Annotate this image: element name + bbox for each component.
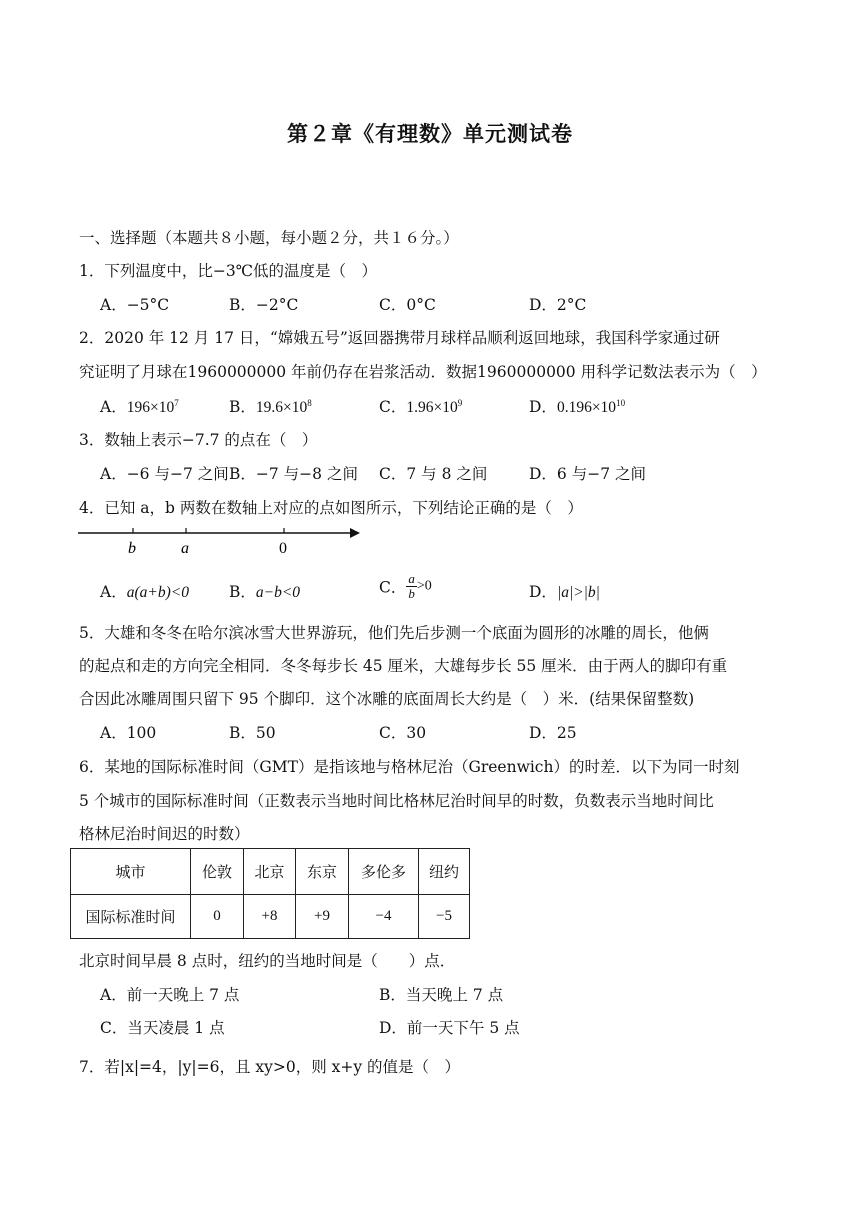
table-cell-city: 多伦多	[349, 849, 419, 895]
question-3-stem: 3．数轴上表示−7.7 的点在（ ）	[79, 431, 318, 449]
q2-option-d-base: 0.196×10	[556, 399, 617, 416]
q2-option-d[interactable]	[529, 395, 625, 417]
q4-option-c-label: C．	[379, 578, 407, 597]
q2-option-c-base: 1.96×10	[406, 399, 458, 416]
question-5-line-1: 5．大雄和冬冬在哈尔滨冰雪大世界游玩，他们先后步测一个底面为圆形的冰雕的周长，他俩	[79, 624, 709, 642]
number-line-figure	[78, 520, 368, 560]
question-6-follow-up: 北京时间早晨 8 点时，纽约的当地时间是（ ）点．	[79, 952, 456, 970]
table-row	[71, 849, 470, 895]
section-heading: 一、选择题（本题共８小题，每小题２分，共１６分。）	[79, 229, 459, 247]
q2-option-b-label: B．	[229, 398, 256, 416]
question-2-line-2: 究证明了月球在1960000000 年前仍存在岩浆活动．数据1960000000 用科学记数法表示为（ ）	[79, 363, 767, 381]
q5-option-b[interactable]: B．50	[229, 724, 276, 742]
label-a: a	[181, 540, 189, 557]
q6-option-c[interactable]: C．当天凌晨 1 点	[100, 1019, 225, 1037]
q2-option-d-exp: 10	[616, 397, 626, 408]
question-7-stem: 7．若|x|=4，|y|=6，且 xy>0，则 x+y 的值是（ ）	[79, 1058, 461, 1076]
q6-option-d[interactable]: D．前一天下午 5 点	[379, 1019, 520, 1037]
q2-option-b-base: 19.6×10	[255, 399, 308, 416]
q3-option-a[interactable]: A．−6 与−7 之间	[100, 465, 229, 483]
table-cell-time: −5	[419, 895, 470, 939]
q2-option-c-label: C．	[379, 398, 407, 416]
table-cell-time: +9	[296, 895, 349, 939]
q2-option-c-exp: 9	[457, 397, 463, 408]
table-cell-time: +8	[244, 895, 296, 939]
q2-option-a-label: A．	[100, 398, 127, 416]
q4-option-c-relation: >0	[416, 578, 432, 594]
question-2-line-1: 2．2020 年 12 月 17 日，“嫦娥五号”返回器携带月球样品顺利返回地球，我国科学家通过研	[79, 329, 720, 347]
page-title: 第２章《有理数》单元测试卷	[287, 121, 573, 146]
q1-option-a[interactable]: A．−5°C	[100, 296, 170, 314]
table-header-city: 城市	[71, 849, 191, 895]
time-zone-table	[70, 848, 470, 939]
table-cell-city: 伦敦	[191, 849, 244, 895]
question-1-stem: 1．下列温度中，比−3℃低的温度是（ ）	[79, 262, 378, 280]
q4-option-c-fraction	[406, 572, 417, 601]
table-cell-time: −4	[349, 895, 419, 939]
q2-option-b[interactable]	[229, 395, 312, 417]
q4-option-b-label: B．	[229, 583, 256, 601]
table-row	[71, 895, 470, 939]
q2-option-d-label: D．	[529, 398, 557, 416]
table-cell-time: 0	[191, 895, 244, 939]
q2-option-a-base: 196×10	[126, 399, 175, 416]
question-5-line-3: 合因此冰雕周围只留下 95 个脚印．这个冰雕的底面周长大约是（ ）米．(结果保留整数)	[79, 690, 695, 708]
question-6-line-1: 6．某地的国际标准时间（GMT）是指该地与格林尼治（Greenwich）的时差．以下为同一时刻	[79, 758, 740, 776]
q4-option-a[interactable]	[100, 580, 189, 602]
label-b: b	[128, 540, 136, 557]
q5-option-d[interactable]: D．25	[529, 724, 577, 742]
q2-option-a[interactable]	[100, 395, 179, 417]
q2-option-c[interactable]	[379, 395, 462, 417]
q3-option-c[interactable]: C．7 与 8 之间	[379, 465, 488, 483]
q3-option-d[interactable]: D．6 与−7 之间	[529, 465, 646, 483]
q1-option-c[interactable]: C．0°C	[379, 296, 436, 314]
q5-option-c[interactable]: C．30	[379, 724, 427, 742]
q1-option-d[interactable]: D．2°C	[529, 296, 587, 314]
q2-option-a-exp: 7	[174, 397, 179, 408]
question-6-line-3: 格林尼治时间迟的时数）	[79, 825, 250, 843]
table-cell-city: 东京	[296, 849, 349, 895]
q5-option-a[interactable]: A．100	[100, 724, 157, 742]
q6-option-a[interactable]: A．前一天晚上 7 点	[100, 986, 240, 1004]
table-cell-city: 纽约	[419, 849, 470, 895]
q4-option-d-expr: |a|>|b|	[556, 584, 600, 601]
table-header-time: 国际标准时间	[71, 895, 191, 939]
q4-option-d[interactable]	[529, 580, 600, 602]
q4-option-b-expr: a−b<0	[255, 584, 301, 601]
question-4-stem: 4．已知 a，b 两数在数轴上对应的点如图所示，下列结论正确的是（ ）	[79, 499, 583, 517]
q4-option-a-label: A．	[100, 583, 127, 601]
q4-option-b[interactable]	[229, 580, 300, 602]
q4-option-c-numerator: a	[408, 571, 415, 586]
question-5-line-2: 的起点和走的方向完全相同．冬冬每步长 45 厘米，大雄每步长 55 厘米．由于两人的脚印有重	[79, 657, 728, 675]
q4-option-d-label: D．	[529, 583, 557, 601]
q3-option-b[interactable]: B．−7 与−8 之间	[229, 465, 358, 483]
q1-option-b[interactable]: B．−2°C	[229, 296, 299, 314]
q4-option-c[interactable]	[379, 572, 432, 608]
table-cell-city: 北京	[244, 849, 296, 895]
q2-option-b-exp: 8	[307, 397, 312, 408]
question-6-line-2: 5 个城市的国际标准时间（正数表示当地时间比格林尼治时间早的时数，负数表示当地时间比	[79, 792, 714, 810]
number-line-arrow	[350, 528, 360, 538]
q6-option-b[interactable]: B．当天晚上 7 点	[379, 986, 504, 1004]
label-zero: 0	[279, 540, 287, 557]
q4-option-a-expr: a(a+b)<0	[126, 584, 189, 601]
q4-option-c-denominator: b	[408, 586, 415, 601]
